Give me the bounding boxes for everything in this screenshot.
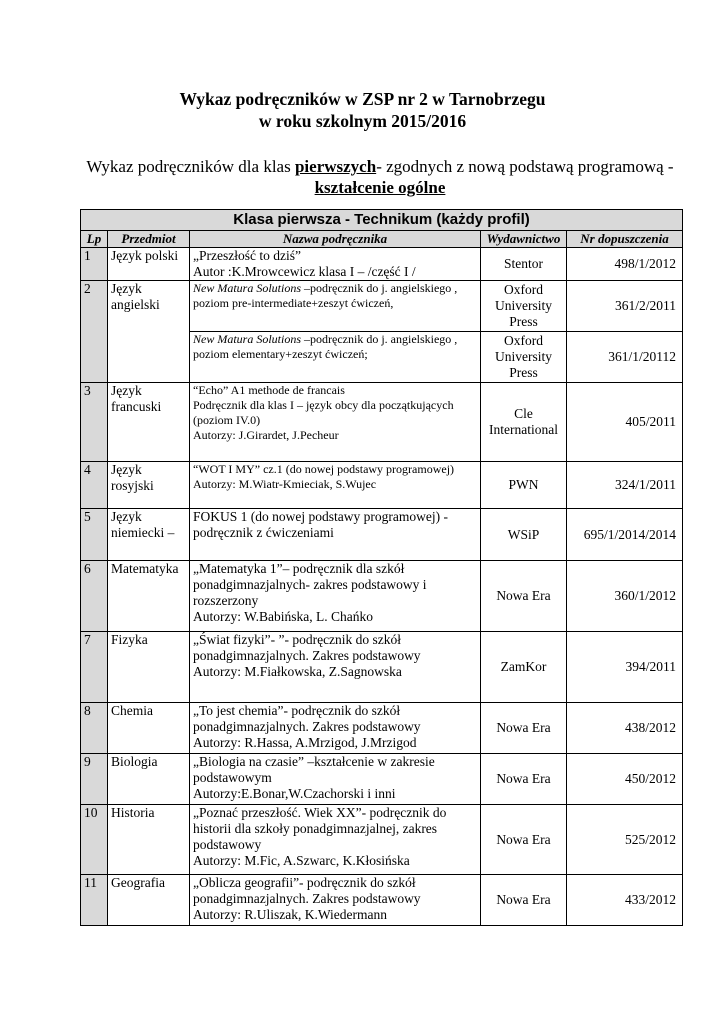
row-name — [190, 875, 481, 926]
row-name — [190, 561, 481, 632]
row-lp: 11 — [81, 875, 108, 926]
row-name-line: Autorzy: M.Fiałkowska, Z.Sagnowska — [193, 664, 402, 679]
row-publisher: ZamKor — [481, 632, 567, 703]
row-name — [190, 632, 481, 703]
table-row — [81, 248, 683, 281]
row-subject: Język rosyjski — [108, 462, 190, 509]
row-name-line: Autorzy: R.Uliszak, K.Wiedermann — [193, 907, 388, 922]
subtitle-bold: pierwszych — [294, 157, 377, 176]
row-name-line: „Świat fizyki”- ”- podręcznik do szkół ponadgimnazjalnych. Zakres podstawowy — [193, 632, 421, 663]
row-name-line: „Oblicza geografii”- podręcznik do szkół ponadgimnazjalnych. Zakres podstawowy — [193, 875, 421, 906]
document-subtitle — [70, 156, 690, 198]
row-lp: 4 — [81, 462, 108, 509]
row-publisher: Nowa Era — [481, 561, 567, 632]
row-lp: 5 — [81, 509, 108, 561]
subtitle-pre: Wykaz podręczników dla klas — [86, 157, 295, 176]
row-name — [190, 383, 481, 462]
row-name-line: poziom pre-intermediate+zeszyt ćwiczeń, — [193, 296, 394, 310]
row-name-line: “Echo” A1 methode de francais — [193, 383, 345, 397]
row-publisher: Nowa Era — [481, 875, 567, 926]
row-name-line: Autorzy: M.Fic, A.Szwarc, K.Kłosińska — [193, 853, 410, 868]
table-row — [81, 509, 683, 561]
row-name-line: „Poznać przeszłość. Wiek XX”- podręcznik do historii dla szkoły ponadgimnazjalnej, zakres podstawowy — [193, 805, 447, 852]
row-number: 695/1/2014/2014 — [567, 509, 683, 561]
row-name-line: Autorzy: W.Babińska, L. Chańko — [193, 609, 373, 624]
row-publisher: Nowa Era — [481, 754, 567, 805]
textbook-table — [80, 209, 683, 926]
table-row — [81, 462, 683, 509]
table-row — [81, 561, 683, 632]
document-title-year: w roku szkolnym 2015/2016 — [258, 111, 467, 131]
row-subject: Historia — [108, 805, 190, 875]
row-publisher: PWN — [481, 462, 567, 509]
row-name-italic: New Matura Solutions — [193, 332, 302, 346]
row-publisher: Oxford University Press — [481, 332, 567, 383]
row-lp: 10 — [81, 805, 108, 875]
col-header-name: Nazwa podręcznika — [190, 231, 481, 248]
table-row — [81, 383, 683, 462]
row-name — [190, 805, 481, 875]
row-name — [190, 248, 481, 281]
row-name — [190, 281, 481, 332]
row-lp: 9 — [81, 754, 108, 805]
row-number: 405/2011 — [567, 383, 683, 462]
row-name-line: –podręcznik do j. angielskiego , — [304, 281, 458, 295]
row-name-line: –podręcznik do j. angielskiego , — [304, 332, 458, 346]
col-header-lp: Lp — [81, 231, 108, 248]
row-name — [190, 332, 481, 383]
col-header-subject: Przedmiot — [108, 231, 190, 248]
row-number: 498/1/2012 — [567, 248, 683, 281]
row-lp: 2 — [81, 281, 108, 383]
row-name-line: „Biologia na czasie” –kształcenie w zakresie podstawowym — [193, 754, 435, 785]
row-name — [190, 703, 481, 754]
row-name — [190, 754, 481, 805]
row-number: 394/2011 — [567, 632, 683, 703]
row-number: 324/1/2011 — [567, 462, 683, 509]
col-header-number: Nr dopuszczenia — [567, 231, 683, 248]
row-name-line: Autorzy: J.Girardet, J.Pecheur — [193, 428, 339, 442]
table-row — [81, 754, 683, 805]
subtitle-post: - zgodnych z nową podstawą programową - — [376, 157, 674, 176]
row-publisher: Nowa Era — [481, 805, 567, 875]
row-publisher: Oxford University Press — [481, 281, 567, 332]
row-name-italic: New Matura Solutions — [193, 281, 302, 295]
table-band-title: Klasa pierwsza - Technikum (każdy profil) — [81, 210, 683, 231]
row-subject: Matematyka — [108, 561, 190, 632]
row-lp: 6 — [81, 561, 108, 632]
row-name-line: Autor :K.Mrowcewicz klasa I – /część I / — [193, 264, 416, 279]
row-number: 525/2012 — [567, 805, 683, 875]
row-name-line: „Przeszłość to dziś” — [193, 248, 301, 263]
row-subject: Język niemiecki – — [108, 509, 190, 561]
row-name-line: FOKUS 1 (do nowej podstawy programowej) - podręcznik z ćwiczeniami — [193, 509, 448, 540]
row-publisher: WSiP — [481, 509, 567, 561]
row-name — [190, 462, 481, 509]
row-subject: Chemia — [108, 703, 190, 754]
document-title: Wykaz podręczników w ZSP nr 2 w Tarnobrzegu — [179, 89, 546, 109]
row-lp: 3 — [81, 383, 108, 462]
table-header-row — [81, 231, 683, 248]
table-row — [81, 703, 683, 754]
row-number: 450/2012 — [567, 754, 683, 805]
row-subject: Biologia — [108, 754, 190, 805]
row-name-line: „To jest chemia”- podręcznik do szkół ponadgimnazjalnych. Zakres podstawowy — [193, 703, 421, 734]
row-publisher: Nowa Era — [481, 703, 567, 754]
row-publisher: Stentor — [481, 248, 567, 281]
row-name-line: Podręcznik dla klas I – język obcy dla początkujących (poziom IV.0) — [193, 398, 454, 427]
row-name-line: poziom elementary+zeszyt ćwiczeń; — [193, 347, 368, 361]
subtitle-line2: kształcenie ogólne — [314, 178, 446, 197]
row-name-line: „Matematyka 1”– podręcznik dla szkół ponadgimnazjalnych- zakres podstawowy i rozszerzony — [193, 561, 427, 608]
row-subject: Fizyka — [108, 632, 190, 703]
row-lp: 7 — [81, 632, 108, 703]
table-row — [81, 805, 683, 875]
row-number: 360/1/2012 — [567, 561, 683, 632]
row-publisher: Cle International — [481, 383, 567, 462]
row-subject: Język polski — [108, 248, 190, 281]
row-name-line: Autorzy:E.Bonar,W.Czachorski i inni — [193, 786, 396, 801]
table-row — [81, 875, 683, 926]
row-name — [190, 509, 481, 561]
row-number: 433/2012 — [567, 875, 683, 926]
row-lp: 8 — [81, 703, 108, 754]
row-number: 361/2/2011 — [567, 281, 683, 332]
row-number: 438/2012 — [567, 703, 683, 754]
col-header-publisher: Wydawnictwo — [481, 231, 567, 248]
row-name-line: Autorzy: M.Wiatr-Kmieciak, S.Wujec — [193, 477, 377, 491]
table-row — [81, 632, 683, 703]
row-subject: Geografia — [108, 875, 190, 926]
table-row — [81, 281, 683, 332]
row-name-line: “WOT I MY” cz.1 (do nowej podstawy programowej) — [193, 462, 455, 476]
row-subject: Język francuski — [108, 383, 190, 462]
row-lp: 1 — [81, 248, 108, 281]
row-number: 361/1/20112 — [567, 332, 683, 383]
row-subject: Język angielski — [108, 281, 190, 383]
row-name-line: Autorzy: R.Hassa, A.Mrzigod, J.Mrzigod — [193, 735, 417, 750]
